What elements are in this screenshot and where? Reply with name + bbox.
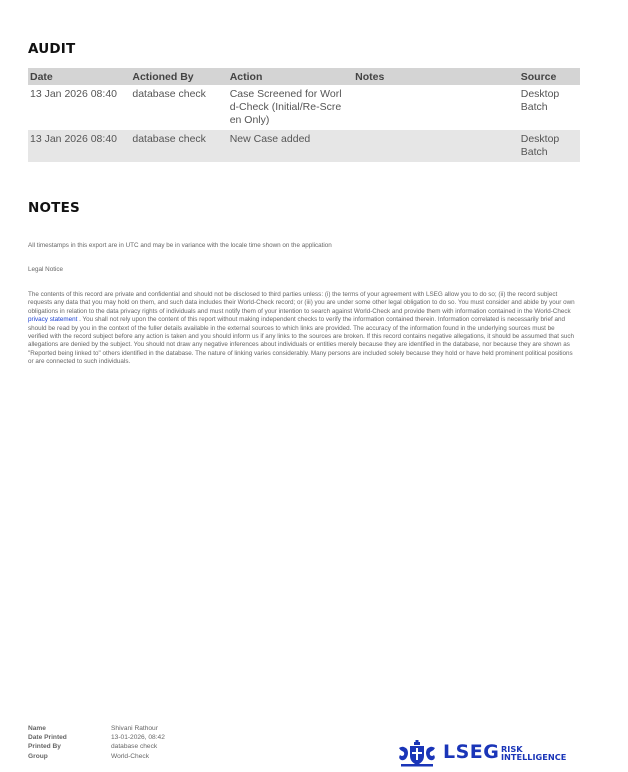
lseg-crest-icon <box>397 740 437 768</box>
footer-value-name: Shivani Rathour <box>111 725 158 732</box>
cell-source: Desktop Batch <box>520 88 560 113</box>
lseg-wordmark: LSEG <box>443 741 500 763</box>
legal-text-part-1: The contents of this record are private and confidential and should not be disclosed to third parties unless: (i) the terms of your agreement with LSEG allow you to do so; (ii) the record subject requests any data that you may hold on them, and such data includes their World-Check record; or (iii) you are under some other legal obligation to do so. You must consider and abide by your own obligations in relation to the data privacy rights of individuals and must notify them of your intention to search against World-Check and provide them with information contained in the World-Check <box>28 291 575 315</box>
cell-action: New Case added <box>228 130 353 162</box>
logo-line-intelligence: INTELLIGENCE <box>501 752 567 762</box>
cell-notes <box>353 130 519 162</box>
footer-label-name: Name <box>28 725 46 732</box>
lseg-logo <box>397 740 567 768</box>
column-header-action: Action <box>228 68 353 85</box>
cell-notes <box>353 85 519 130</box>
notes-section-title: NOTES <box>28 200 80 216</box>
audit-table <box>28 68 580 162</box>
footer-value-printed-by: database check <box>111 743 158 751</box>
footer-value-date-printed: 13-01-2026, 08:42 <box>111 734 165 742</box>
column-header-date: Date <box>28 68 130 85</box>
footer-label-date-printed: Date Printed <box>28 734 67 742</box>
legal-notice-heading: Legal Notice <box>28 266 64 273</box>
audit-table-header <box>28 68 580 85</box>
audit-section-title: AUDIT <box>28 41 76 57</box>
column-header-notes: Notes <box>353 68 519 85</box>
cell-source: Desktop Batch <box>519 130 580 162</box>
logo-line-risk: RISK <box>501 744 523 754</box>
cell-date: 13 Jan 2026 08:40 <box>28 130 130 162</box>
legal-notice-text <box>28 291 576 367</box>
legal-text-part-2: . You shall not rely upon the content of this report without making independent checks to verify the information contained therein. Information correlated is necessarily brief and should be read by you in the context of the fuller details available in the external sources to which links are provided. The accuracy of the information found in the underlying sources must be verified with the record subject before any action is taken and you should inform us if any links to the sources are broken. If this record contains negative allegations, it should be assumed that such allegations are denied by the subject. You should not draw any negative inferences about individuals or entities merely because they are identified in the database, nor because they are shown as "Reported being linked to" others identified in the database. The nature of linking varies considerably. Many persons are included solely because they hold or have held prominent political positions or are connected to such individuals. <box>28 316 575 366</box>
column-header-actioned-by: Actioned By <box>130 68 227 85</box>
timezone-note: All timestamps in this export are in UTC and may be in variance with the locale time shown on the application <box>28 242 332 249</box>
footer-labels <box>28 724 67 761</box>
cell-actioned-by: database check <box>132 88 206 100</box>
cell-date: 13 Jan 2026 08:40 <box>30 88 117 100</box>
column-header-source: Source <box>519 68 580 85</box>
cell-action: Case Screened for World-Check (Initial/Re-Screen Only) <box>229 88 342 126</box>
footer-label-printed-by: Printed By <box>28 743 61 751</box>
cell-actioned-by: database check <box>130 130 227 162</box>
table-row <box>28 85 580 130</box>
table-row <box>28 130 580 162</box>
footer-values <box>111 724 165 761</box>
privacy-statement-link[interactable]: privacy statement <box>28 316 78 324</box>
footer-value-group: World-Check <box>111 752 149 760</box>
footer-label-group: Group <box>28 752 48 760</box>
